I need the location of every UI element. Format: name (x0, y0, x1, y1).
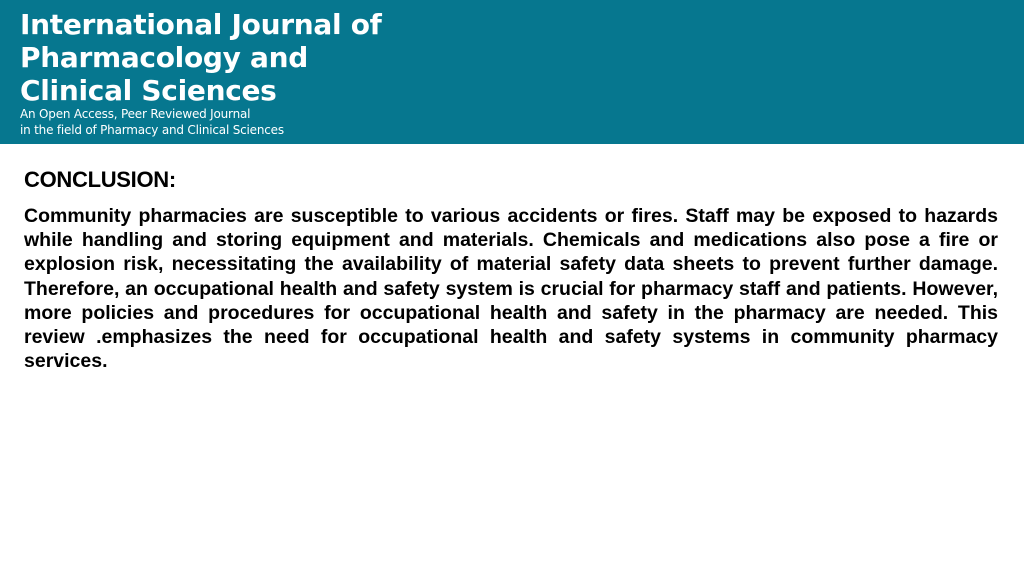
journal-subtitle-line: in the field of Pharmacy and Clinical Sciences (20, 123, 284, 137)
journal-title-line: Pharmacology and (20, 41, 309, 74)
section-body-text: Community pharmacies are susceptible to various accidents or fires. Staff may be exposed to hazards while handling and storing equipment and materials. Chemicals and medications also pose a fire or explosion risk, necessitating the availability of material safety data sheets to prevent further damage. Therefore, an occupational health and safety system is crucial for pharmacy staff and patients. However, more policies and procedures for occupational health and safety in the pharmacy are needed. This review .emphasizes the need for occupational health and safety systems in community pharmacy services. (24, 205, 998, 373)
journal-subtitle (20, 106, 580, 138)
journal-title (20, 8, 580, 107)
journal-banner (0, 0, 1024, 144)
journal-title-line: Clinical Sciences (20, 74, 277, 107)
conclusion-section (24, 166, 998, 373)
section-heading: CONCLUSION: (24, 167, 176, 192)
journal-title-line: International Journal of (20, 8, 382, 41)
journal-subtitle-line: An Open Access, Peer Reviewed Journal (20, 107, 251, 121)
